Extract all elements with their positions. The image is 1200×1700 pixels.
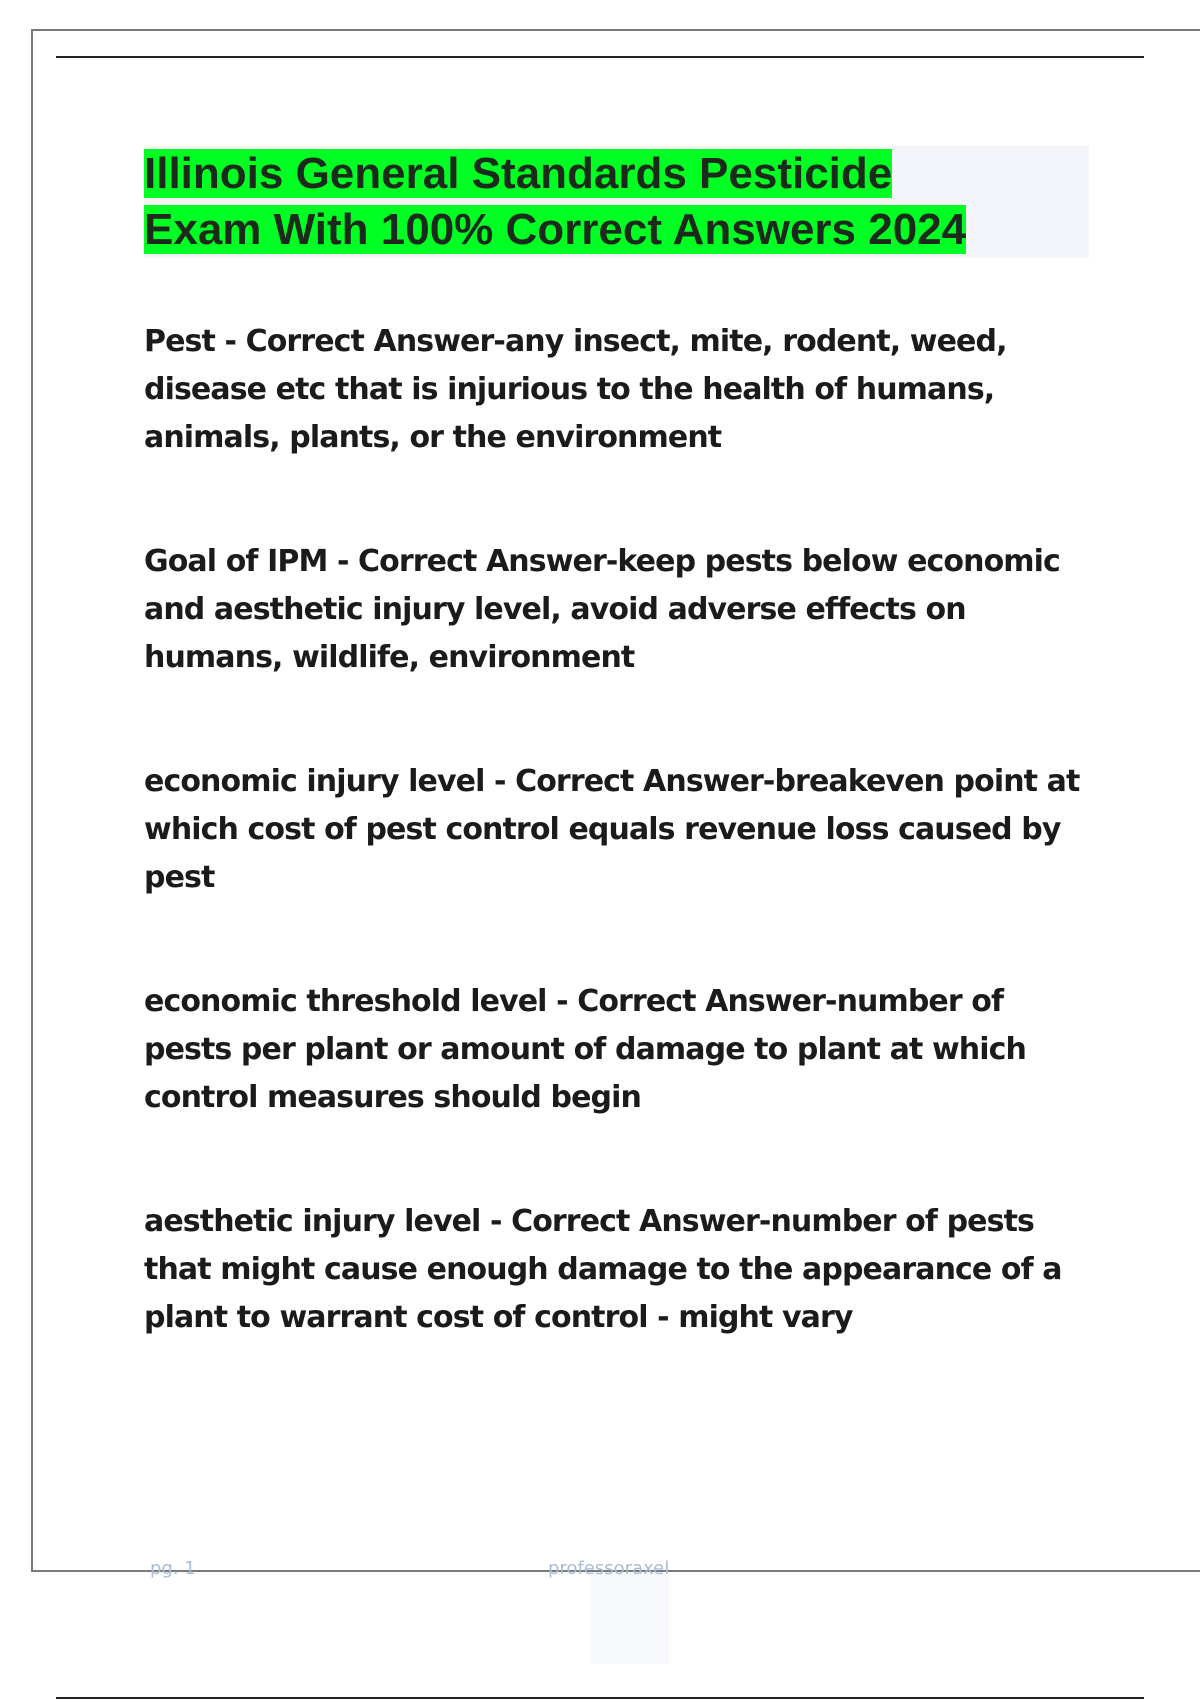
qa-list: [144, 318, 1094, 1418]
qa-entry-economic-injury-level: economic injury level - Correct Answer-breakeven point at which cost of pest control equals revenue loss caused by pest: [144, 764, 1080, 895]
footer-shade: [590, 1574, 670, 1664]
title-line-2: Exam With 100% Correct Answers 2024: [144, 205, 967, 254]
qa-entry-goal-of-ipm: Goal of IPM - Correct Answer-keep pests below economic and aesthetic injury level, avoid adverse effects on humans, wildlife, environment: [144, 544, 1060, 675]
qa-entry-economic-threshold-level: economic threshold level - Correct Answer-number of pests per plant or amount of damage to plant at which control measures should begin: [144, 984, 1026, 1115]
title-block: [144, 146, 1089, 258]
page-number: pg. 1: [150, 1558, 196, 1579]
footer-rule: [56, 1697, 1144, 1699]
document-title: [144, 146, 1089, 258]
footer-author: professoraxel: [548, 1558, 670, 1579]
qa-entry-pest: Pest - Correct Answer-any insect, mite, rodent, weed, disease etc that is injurious to the health of humans, animals, plants, or the environment: [144, 324, 1007, 455]
title-line-1: Illinois General Standards Pesticide: [144, 149, 893, 198]
qa-entry-aesthetic-injury-level: aesthetic injury level - Correct Answer-number of pests that might cause enough damage to the appearance of a plant to warrant cost of control - might vary: [144, 1204, 1062, 1335]
header-rule: [56, 56, 1144, 58]
